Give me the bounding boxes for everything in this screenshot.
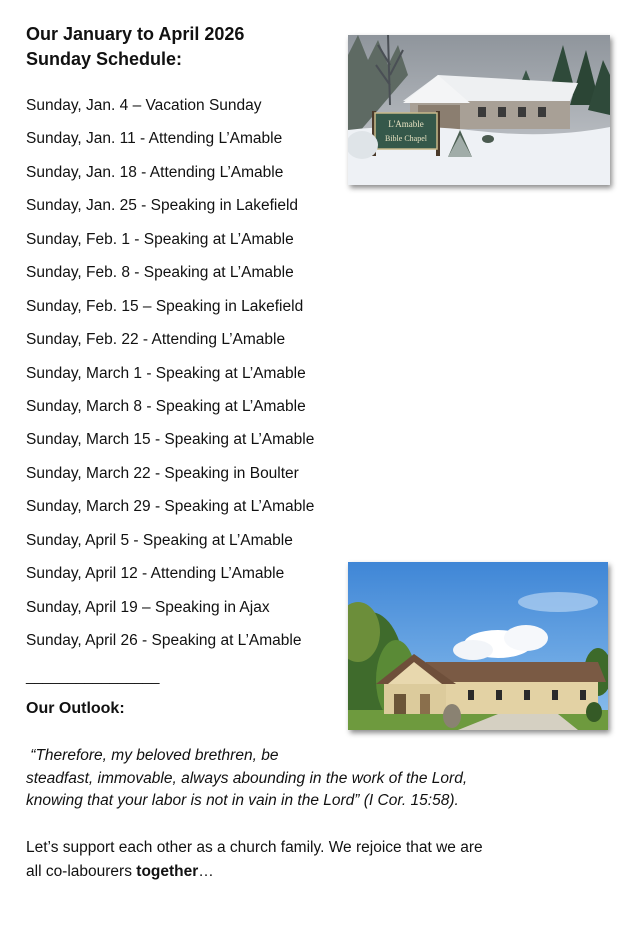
sign-line2: Bible Chapel: [385, 134, 427, 143]
closing-ellipsis: …: [198, 863, 214, 880]
schedule-item: Sunday, Feb. 22 - Attending L’Amable: [26, 331, 286, 349]
section-divider: ________________: [26, 668, 160, 685]
sign-line1: L'Amable: [388, 119, 424, 129]
schedule-item: Sunday, Jan. 4 – Vacation Sunday: [26, 97, 262, 114]
schedule-item: Sunday, Feb. 15 – Speaking in Lakefield: [26, 297, 304, 315]
schedule-item: Sunday, March 15 - Speaking at L’Amable: [26, 431, 315, 449]
schedule-item: Sunday, March 29 - Speaking at L’Amable: [26, 498, 315, 516]
summer-chapel-photo: [348, 562, 608, 730]
schedule-item: Sunday, April 5 - Speaking at L’Amable: [26, 531, 293, 549]
schedule-item: Sunday, March 22 - Speaking in Boulter: [26, 464, 299, 482]
closing-emphasis: together: [136, 863, 199, 880]
verse-line: knowing that your labor is not in vain in the Lord” (I Cor. 15:58).: [26, 792, 459, 809]
schedule-heading-line1: Our January to April 2026: [26, 24, 245, 44]
winter-chapel-illustration: [348, 35, 610, 185]
schedule-item: Sunday, Jan. 18 - Attending L’Amable: [26, 163, 284, 181]
schedule-heading: [26, 22, 244, 72]
closing-line: [26, 860, 586, 884]
verse-line: “Therefore, my beloved brethren, be: [26, 747, 279, 764]
sunday-schedule-list: [26, 96, 314, 664]
schedule-item: Sunday, Feb. 1 - Speaking at L’Amable: [26, 230, 294, 248]
schedule-heading-line2: Sunday Schedule:: [26, 49, 183, 69]
schedule-item: Sunday, Jan. 25 - Speaking in Lakefield: [26, 197, 299, 215]
schedule-item: Sunday, March 1 - Speaking at L’Amable: [26, 364, 306, 382]
scripture-verse: [26, 745, 586, 813]
outlook-heading: Our Outlook:: [26, 700, 125, 717]
closing-message: [26, 836, 586, 884]
closing-line: Let’s support each other as a church family. We rejoice that we are: [26, 839, 483, 856]
schedule-item: Sunday, Jan. 11 - Attending L’Amable: [26, 130, 283, 148]
winter-chapel-photo: [348, 35, 610, 185]
summer-chapel-illustration: [348, 562, 608, 730]
schedule-item: Sunday, April 26 - Speaking at L’Amable: [26, 632, 302, 649]
schedule-item: Sunday, Feb. 8 - Speaking at L’Amable: [26, 264, 294, 282]
schedule-item: Sunday, April 19 – Speaking in Ajax: [26, 598, 270, 616]
verse-line: steadfast, immovable, always abounding in the work of the Lord,: [26, 769, 468, 787]
schedule-item: Sunday, March 8 - Speaking at L’Amable: [26, 397, 306, 415]
schedule-item: Sunday, April 12 - Attending L’Amable: [26, 565, 285, 583]
closing-text: all co-labourers: [26, 863, 137, 880]
